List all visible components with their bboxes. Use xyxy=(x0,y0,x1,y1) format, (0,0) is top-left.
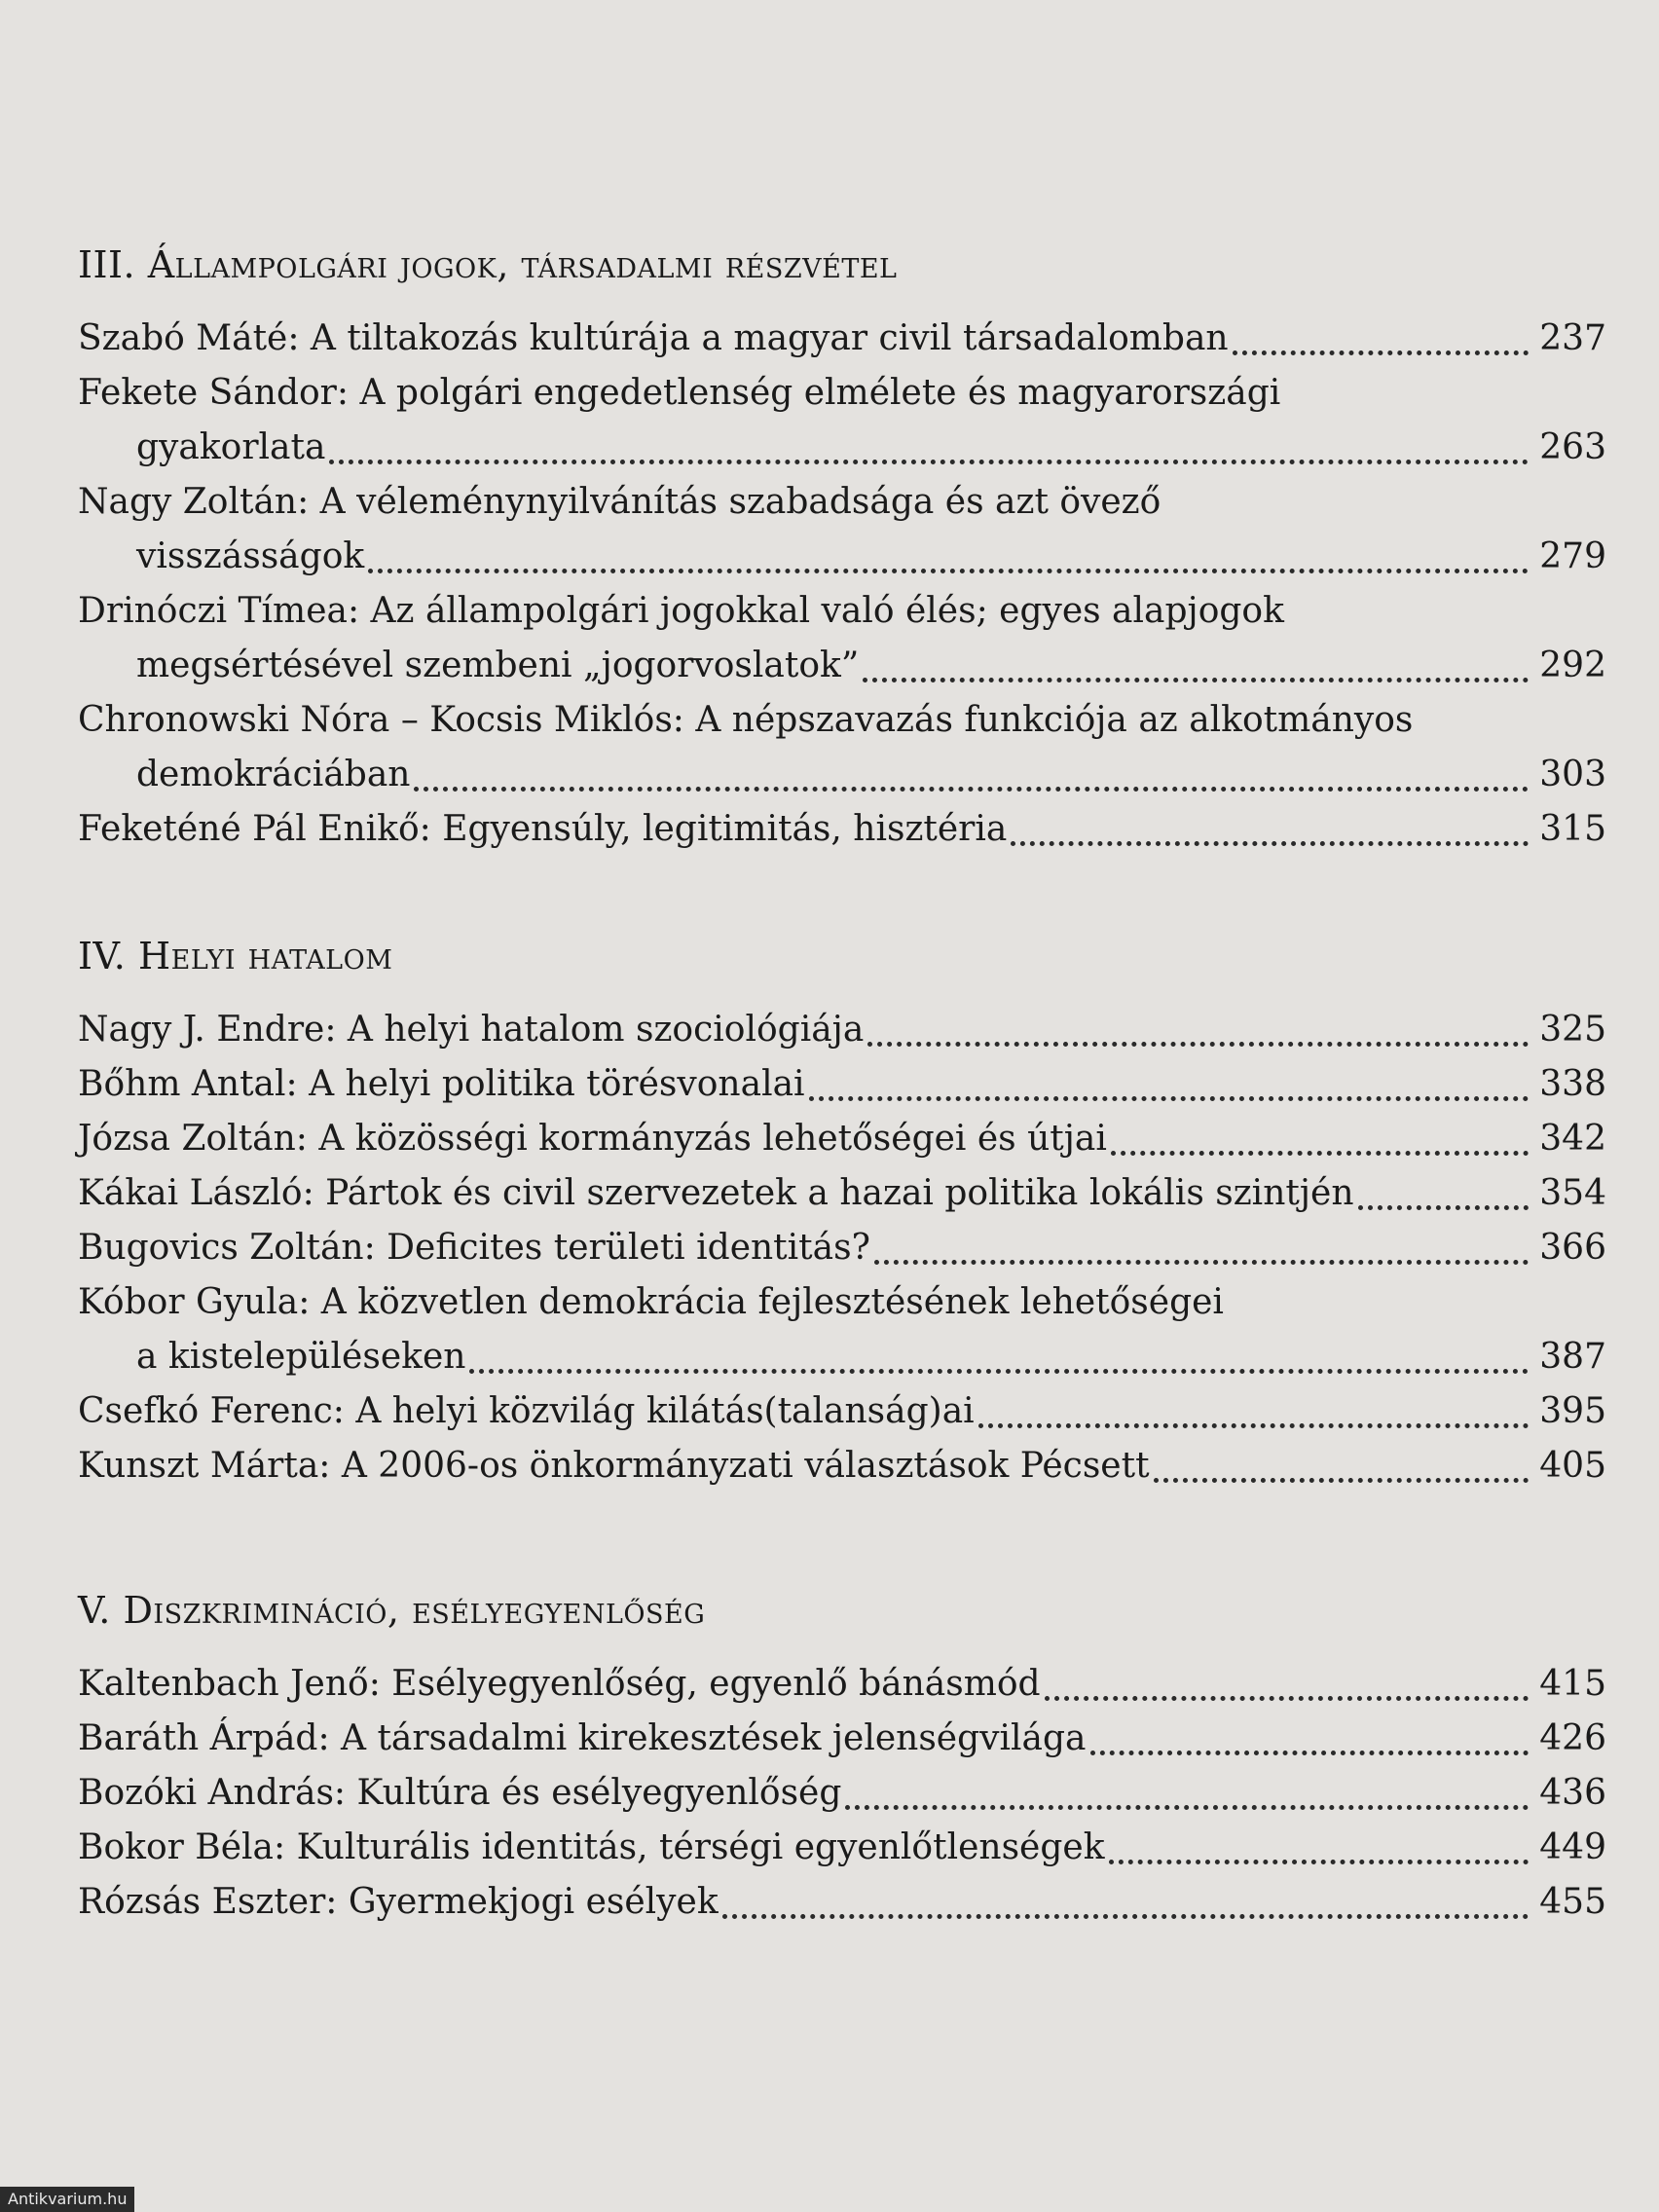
toc-entry-title: visszásságok xyxy=(136,536,365,576)
toc-entry xyxy=(78,1221,1606,1275)
dot-leader xyxy=(845,1805,1529,1810)
toc-entry xyxy=(78,475,1606,584)
toc-entry-title: Szabó Máté: A tiltakozás kultúrája a magyar civil társadalomban xyxy=(78,318,1229,358)
page-number: 237 xyxy=(1539,318,1606,358)
section-heading: III. Állampolgári jogok, társadalmi részvétel xyxy=(78,243,898,286)
page-number: 395 xyxy=(1539,1391,1606,1431)
dot-leader xyxy=(1109,1860,1529,1864)
toc-entry xyxy=(78,584,1606,693)
dot-leader xyxy=(1011,841,1529,846)
toc-entry xyxy=(78,1766,1606,1821)
dot-leader xyxy=(874,1260,1529,1265)
toc-entry xyxy=(78,1657,1606,1712)
toc-entry xyxy=(78,1875,1606,1930)
page-number: 387 xyxy=(1539,1337,1606,1377)
dot-leader xyxy=(867,1042,1529,1047)
toc-entry-title: demokráciában xyxy=(136,755,411,794)
section-heading: V. Diszkrimináció, esélyegyenlőség xyxy=(78,1589,706,1632)
page-number: 303 xyxy=(1539,755,1606,794)
toc-entry-title: Nagy J. Endre: A helyi hatalom szociológiája xyxy=(78,1010,865,1050)
section-3 xyxy=(78,243,1606,857)
page-number: 315 xyxy=(1539,809,1606,849)
page-number: 366 xyxy=(1539,1228,1606,1268)
toc-entry-title: Csefkó Ferenc: A helyi közvilág kilátás(talanság)ai xyxy=(78,1391,975,1431)
toc-entry xyxy=(78,1166,1606,1221)
toc-entry-title: Bugovics Zoltán: Deficites területi identitás? xyxy=(78,1228,870,1268)
toc-entry xyxy=(78,1275,1606,1384)
section-5 xyxy=(78,1589,1606,1930)
toc-entry-title: a kistelepüléseken xyxy=(136,1337,466,1377)
dot-leader xyxy=(1233,350,1529,355)
toc-entry-title: Kaltenbach Jenő: Esélyegyenlőség, egyenlő bánásmód xyxy=(78,1664,1041,1704)
section-4 xyxy=(78,935,1606,1493)
dot-leader xyxy=(978,1423,1529,1428)
page-number: 325 xyxy=(1539,1010,1606,1050)
dot-leader xyxy=(1111,1151,1529,1156)
page-number: 449 xyxy=(1539,1827,1606,1867)
toc-entry xyxy=(78,1439,1606,1493)
dot-leader xyxy=(863,678,1529,682)
dot-leader xyxy=(329,460,1529,464)
dot-leader xyxy=(1090,1751,1530,1755)
toc-entry-title-line: Nagy Zoltán: A véleménynyilvánítás szabadsága és azt övező xyxy=(78,482,1161,522)
dot-leader xyxy=(1358,1205,1529,1210)
toc-entry-title-line: Drinóczi Tímea: Az állampolgári jogokkal való élés; egyes alapjogok xyxy=(78,591,1284,631)
page-number: 292 xyxy=(1539,645,1606,685)
page-number: 263 xyxy=(1539,427,1606,467)
page-number: 279 xyxy=(1539,536,1606,576)
section-heading: IV. Helyi hatalom xyxy=(78,935,393,977)
toc-entry-title-line: Kóbor Gyula: A közvetlen demokrácia fejlesztésének lehetőségei xyxy=(78,1282,1224,1322)
toc-entry-title-line: Chronowski Nóra – Kocsis Miklós: A népszavazás funkciója az alkotmányos xyxy=(78,700,1414,740)
watermark: Antikvarium.hu xyxy=(0,2187,134,2212)
toc-entry-title: Bőhm Antal: A helyi politika törésvonalai xyxy=(78,1064,805,1104)
page-number: 436 xyxy=(1539,1773,1606,1813)
dot-leader xyxy=(809,1096,1529,1101)
toc-entry xyxy=(78,693,1606,802)
toc-entry xyxy=(78,1821,1606,1875)
toc-entry xyxy=(78,1003,1606,1057)
page-number: 338 xyxy=(1539,1064,1606,1104)
dot-leader xyxy=(1045,1696,1529,1701)
dot-leader xyxy=(414,787,1529,792)
dot-leader xyxy=(1154,1478,1529,1483)
toc-entry-title: Kákai László: Pártok és civil szervezetek a hazai politika lokális szintjén xyxy=(78,1173,1354,1213)
dot-leader xyxy=(469,1369,1529,1374)
toc-entry-title: Rózsás Eszter: Gyermekjogi esélyek xyxy=(78,1882,719,1922)
page-number: 426 xyxy=(1539,1718,1606,1758)
page-number: 354 xyxy=(1539,1173,1606,1213)
dot-leader xyxy=(722,1914,1529,1919)
toc-entry xyxy=(78,312,1606,366)
toc-entry xyxy=(78,366,1606,475)
dot-leader xyxy=(368,569,1529,573)
toc-entry-title: Feketéné Pál Enikő: Egyensúly, legitimitás, hisztéria xyxy=(78,809,1008,849)
toc-entry-title: Józsa Zoltán: A közösségi kormányzás lehetőségei és útjai xyxy=(78,1119,1107,1159)
toc-entry xyxy=(78,1112,1606,1166)
page-number: 455 xyxy=(1539,1882,1606,1922)
toc-entry xyxy=(78,1384,1606,1439)
toc-entry-title: gyakorlata xyxy=(136,427,326,467)
toc-entry-title: Baráth Árpád: A társadalmi kirekesztések jelenségvilága xyxy=(78,1718,1087,1758)
page-number: 415 xyxy=(1539,1664,1606,1704)
page-number: 405 xyxy=(1539,1446,1606,1486)
toc-entry-title: Kunszt Márta: A 2006-os önkormányzati választások Pécsett xyxy=(78,1446,1150,1486)
toc-entry-title: megsértésével szembeni „jogorvoslatok” xyxy=(136,645,860,685)
toc-entry-title: Bozóki András: Kultúra és esélyegyenlőség xyxy=(78,1773,842,1813)
page-number: 342 xyxy=(1539,1119,1606,1159)
toc-entry xyxy=(78,1712,1606,1766)
toc-entry xyxy=(78,1057,1606,1112)
toc-entry xyxy=(78,802,1606,857)
toc-entry-title: Bokor Béla: Kulturális identitás, térségi egyenlőtlenségek xyxy=(78,1827,1105,1867)
toc-entry-title-line: Fekete Sándor: A polgári engedetlenség elmélete és magyarországi xyxy=(78,373,1281,413)
